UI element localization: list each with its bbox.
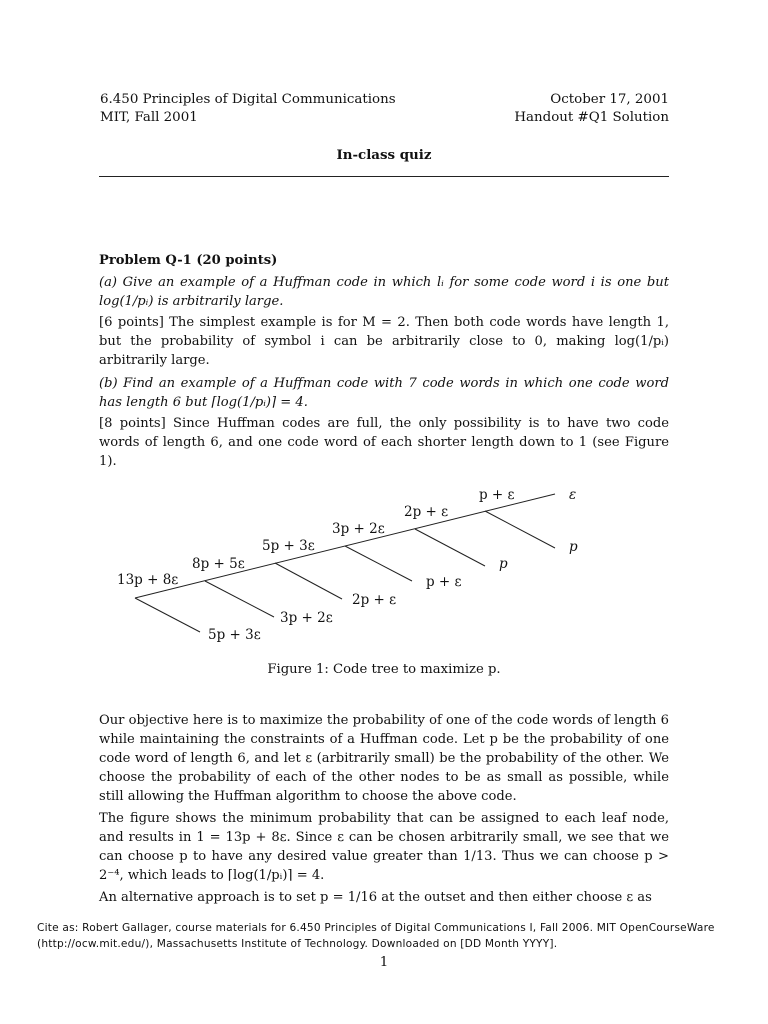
page-number: 1 — [379, 955, 389, 970]
page-title: In-class quiz — [336, 147, 432, 163]
leaf-epsilon-label: ε — [569, 487, 577, 503]
branch-3p2e — [205, 581, 274, 617]
figure-caption: Figure 1: Code tree to maximize p. — [267, 662, 501, 677]
discussion-paragraph-3: An alternative approach is to set p = 1/16 at the outset and then either choose ε as — [99, 890, 652, 905]
leaf-5p3e-label: 5p + 3ε — [208, 627, 261, 643]
node-8p5e-label: 8p + 5ε — [192, 556, 245, 572]
problem-heading: Problem Q-1 (20 points) — [99, 253, 278, 268]
code-tree-figure — [0, 470, 768, 660]
title-rule — [99, 176, 669, 177]
discussion-paragraph-1: Our objective here is to maximize the probability of one of the code words of length 6 while maintaining the constraints of a Huffman code. Let p be the probability of one code word of length 6, and let ε (arbitrarily small) be the probability of the other. We choose the probability of each of the other nodes to be as small as possible, while still allowing the Huffman algorithm to choose the above code. — [99, 713, 669, 804]
citation-footer: Cite as: Robert Gallager, course materials for 6.450 Principles of Digital Communications I, Fall 2006. MIT OpenCourseWare (http://ocw.mit.edu/), Massachusetts Institute of Technology. Downloaded on [DD Month YYYY]. — [37, 922, 715, 950]
leaf-p-inner-label: p — [499, 556, 508, 572]
institution: MIT, Fall 2001 — [100, 110, 198, 125]
header-right — [514, 91, 669, 127]
node-2pe-label: 2p + ε — [404, 504, 449, 520]
leaf-3p2e-label: 3p + 2ε — [280, 610, 333, 626]
discussion-section — [99, 711, 669, 907]
node-3p2e-label: 3p + 2ε — [332, 521, 385, 537]
branch-5p3e — [135, 598, 200, 632]
date: October 17, 2001 — [550, 92, 669, 107]
problem-section — [99, 251, 669, 370]
header-left — [100, 91, 396, 127]
part-b-section — [99, 374, 669, 471]
branch-2pe — [275, 563, 342, 599]
node-pe-label: p + ε — [479, 487, 515, 503]
discussion-paragraph-2: The figure shows the minimum probability that can be assigned to each leaf node, and results in 1 = 13p + 8ε. Since ε can be chosen arbitrarily small, we see that we can choose p to have any desired value greater than 1/13. Thus we can choose p > 2⁻⁴, which leads to ⌈log(1/pᵢ)⌉ = 4. — [99, 811, 669, 883]
branch-pe — [345, 546, 412, 581]
node-root-label: 13p + 8ε — [117, 572, 179, 588]
handout-number: Handout #Q1 Solution — [514, 110, 669, 125]
course-title: 6.450 Principles of Digital Communications — [100, 92, 396, 107]
leaf-p-top-label: p — [569, 539, 578, 555]
branch-p-inner — [415, 529, 485, 566]
leaf-2pe-label: 2p + ε — [352, 592, 397, 608]
node-5p3e-label: 5p + 3ε — [262, 538, 315, 554]
branch-p-top — [485, 511, 555, 548]
part-b-question: (b) Find an example of a Huffman code with 7 code words in which one code word has length 6 but ⌈log(1/pᵢ)⌉ = 4. — [99, 376, 669, 410]
leaf-pe-label: p + ε — [426, 574, 462, 590]
part-b-answer: [8 points] Since Huffman codes are full, the only possibility is to have two code words of length 6, and one code word of each shorter length down to 1 (see Figure 1). — [99, 416, 669, 469]
part-a-answer: [6 points] The simplest example is for M = 2. Then both code words have length 1, but the probability of symbol i can be arbitrarily close to 0, making log(1/pᵢ) arbitrarily large. — [99, 315, 669, 368]
part-a-question: (a) Give an example of a Huffman code in which lᵢ for some code word i is one but log(1/pᵢ) is arbitrarily large. — [99, 275, 669, 309]
